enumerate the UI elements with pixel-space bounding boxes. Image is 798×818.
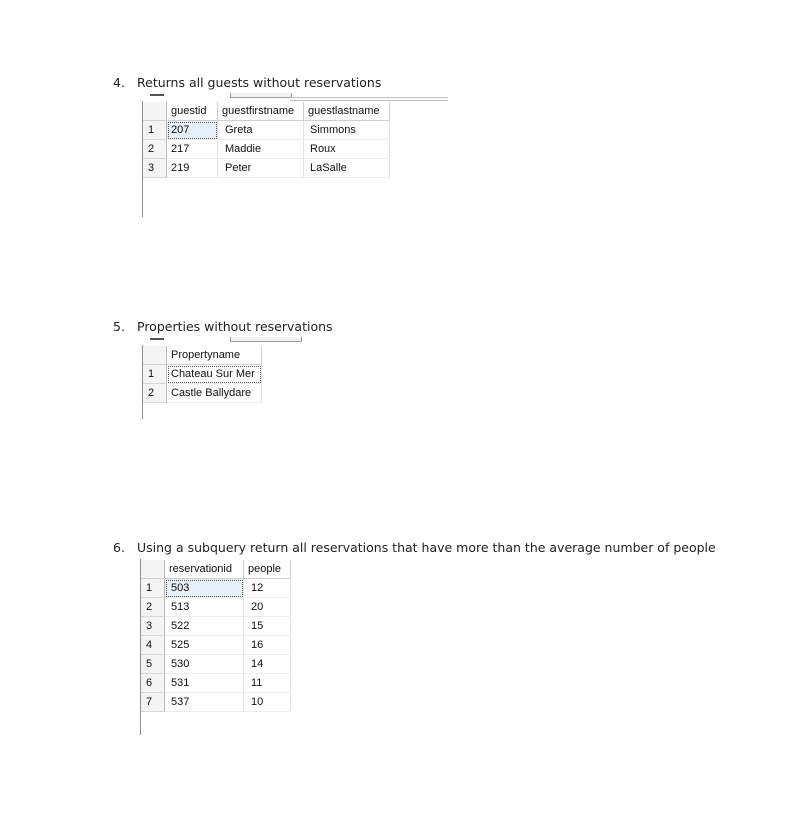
- table-row[interactable]: [143, 121, 390, 140]
- table-cell[interactable]: 20: [244, 598, 291, 617]
- table-cell[interactable]: 10: [244, 693, 291, 712]
- table-cell[interactable]: 217: [167, 140, 218, 159]
- section-number: 6.: [113, 540, 125, 555]
- table-row[interactable]: [141, 617, 291, 636]
- tab-divider: [290, 97, 448, 98]
- table-cell[interactable]: 207: [167, 121, 218, 140]
- column-header[interactable]: guestid: [167, 102, 218, 121]
- table-row[interactable]: [143, 365, 262, 384]
- table-row[interactable]: [141, 598, 291, 617]
- header-row: [143, 102, 390, 121]
- header-row: [143, 346, 262, 365]
- table-cell[interactable]: 530: [165, 655, 244, 674]
- messages-tab-stub: [230, 93, 292, 98]
- row-number[interactable]: 4: [141, 636, 165, 655]
- row-number[interactable]: 1: [143, 365, 167, 384]
- table-row[interactable]: [143, 159, 390, 178]
- table-cell[interactable]: LaSalle: [304, 159, 390, 178]
- table-row[interactable]: [141, 579, 291, 598]
- table-row[interactable]: [143, 140, 390, 159]
- table-cell[interactable]: 513: [165, 598, 244, 617]
- table-cell[interactable]: 12: [244, 579, 291, 598]
- row-number[interactable]: 3: [141, 617, 165, 636]
- row-number[interactable]: 1: [141, 579, 165, 598]
- table-cell[interactable]: Chateau Sur Mer: [167, 365, 262, 384]
- result-grid-reservations[interactable]: [141, 560, 291, 712]
- table-cell[interactable]: 522: [165, 617, 244, 636]
- row-number[interactable]: 2: [143, 140, 167, 159]
- section-title: Properties without reservations: [137, 319, 333, 334]
- results-tab-stub: [150, 94, 164, 96]
- row-number[interactable]: 2: [141, 598, 165, 617]
- row-number-header: [143, 102, 167, 121]
- column-header[interactable]: people: [244, 560, 291, 579]
- table-row[interactable]: [141, 693, 291, 712]
- table-cell[interactable]: 219: [167, 159, 218, 178]
- table-cell[interactable]: 11: [244, 674, 291, 693]
- section-6-heading: [113, 540, 716, 555]
- table-cell[interactable]: Greta: [218, 121, 304, 140]
- table-cell[interactable]: 14: [244, 655, 291, 674]
- table-cell[interactable]: Peter: [218, 159, 304, 178]
- tab-divider: [290, 100, 448, 101]
- section-number: 5.: [113, 319, 125, 334]
- result-grid-guests[interactable]: [143, 102, 390, 178]
- row-number[interactable]: 2: [143, 384, 167, 403]
- table-row[interactable]: [141, 674, 291, 693]
- column-header[interactable]: guestlastname: [304, 102, 390, 121]
- section-title: Using a subquery return all reservations that have more than the average number of people: [137, 540, 716, 555]
- row-number[interactable]: 7: [141, 693, 165, 712]
- messages-tab-stub: [230, 337, 302, 342]
- row-number-header: [141, 560, 165, 579]
- table-cell[interactable]: Castle Ballydare: [167, 384, 262, 403]
- section-4-heading: [113, 75, 381, 90]
- row-number[interactable]: 3: [143, 159, 167, 178]
- row-number[interactable]: 1: [143, 121, 167, 140]
- row-number-header: [143, 346, 167, 365]
- table-cell[interactable]: Maddie: [218, 140, 304, 159]
- header-row: [141, 560, 291, 579]
- results-tab-stub: [150, 338, 164, 340]
- result-grid-properties[interactable]: [143, 346, 262, 403]
- section-title: Returns all guests without reservations: [137, 75, 382, 90]
- row-number[interactable]: 5: [141, 655, 165, 674]
- table-row[interactable]: [141, 636, 291, 655]
- table-cell[interactable]: 503: [165, 579, 244, 598]
- table-row[interactable]: [141, 655, 291, 674]
- table-cell[interactable]: 525: [165, 636, 244, 655]
- table-cell[interactable]: Simmons: [304, 121, 390, 140]
- row-number[interactable]: 6: [141, 674, 165, 693]
- section-5-heading: [113, 319, 333, 334]
- column-header[interactable]: guestfirstname: [218, 102, 304, 121]
- table-cell[interactable]: Roux: [304, 140, 390, 159]
- table-cell[interactable]: 537: [165, 693, 244, 712]
- table-cell[interactable]: 531: [165, 674, 244, 693]
- table-cell[interactable]: 16: [244, 636, 291, 655]
- section-number: 4.: [113, 75, 125, 90]
- column-header[interactable]: reservationid: [165, 560, 244, 579]
- table-cell[interactable]: 15: [244, 617, 291, 636]
- table-row[interactable]: [143, 384, 262, 403]
- column-header[interactable]: Propertyname: [167, 346, 262, 365]
